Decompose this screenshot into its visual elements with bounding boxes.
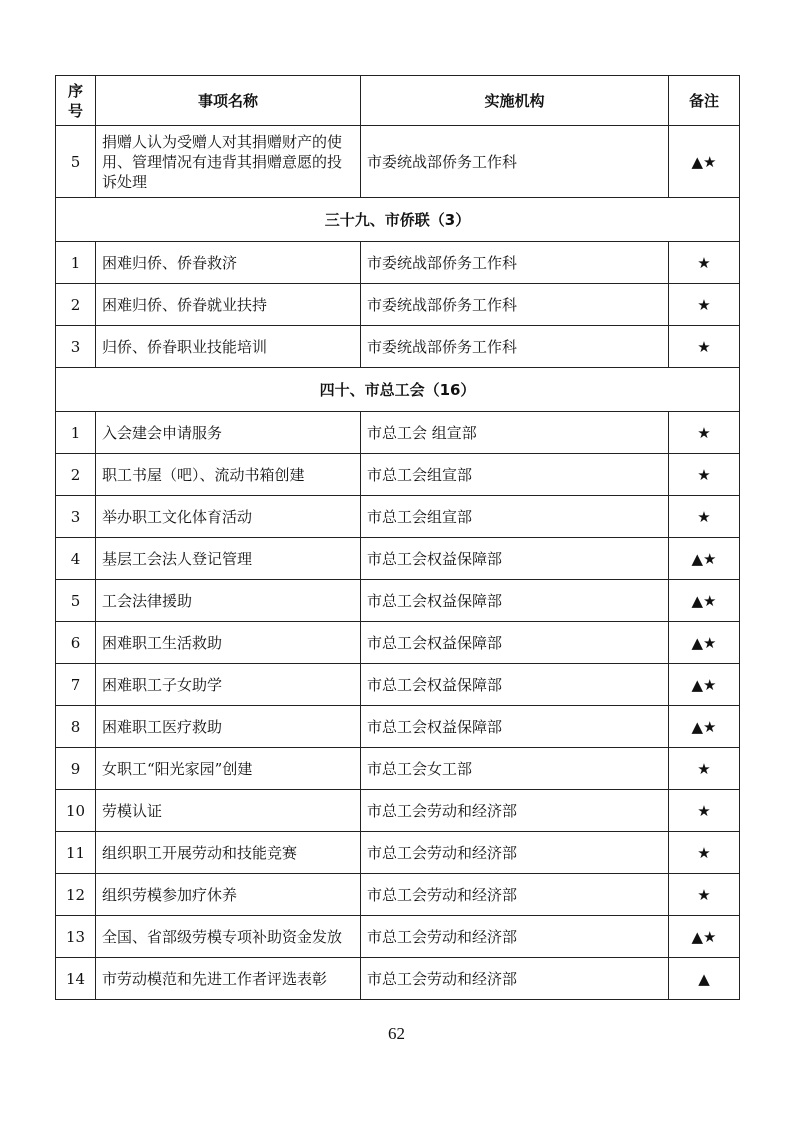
- implementing-agency: 市总工会权益保障部: [361, 706, 669, 748]
- item-name: 入会建会申请服务: [96, 412, 361, 454]
- implementing-agency: 市总工会女工部: [361, 748, 669, 790]
- row-number: 7: [56, 664, 96, 706]
- table-row: [56, 284, 740, 326]
- remark-mark: ★: [669, 454, 740, 496]
- implementing-agency: 市总工会权益保障部: [361, 622, 669, 664]
- implementing-agency: 市总工会权益保障部: [361, 538, 669, 580]
- implementing-agency: 市委统战部侨务工作科: [361, 242, 669, 284]
- remark-mark: ★: [669, 284, 740, 326]
- table-row: [56, 790, 740, 832]
- item-name: 工会法律援助: [96, 580, 361, 622]
- section-header-row: [56, 198, 740, 242]
- remark-mark: ▲★: [669, 622, 740, 664]
- item-name: 职工书屋（吧）、流动书箱创建: [96, 454, 361, 496]
- remark-mark: ▲★: [669, 664, 740, 706]
- table-row: [56, 496, 740, 538]
- row-number: 2: [56, 454, 96, 496]
- row-number: 1: [56, 412, 96, 454]
- table-row: [56, 454, 740, 496]
- remark-mark: ▲★: [669, 580, 740, 622]
- remark-mark: ★: [669, 748, 740, 790]
- header-remark: 备注: [669, 76, 740, 126]
- remark-mark: ★: [669, 496, 740, 538]
- section-header-row: [56, 368, 740, 412]
- table-row: [56, 580, 740, 622]
- remark-mark: ★: [669, 242, 740, 284]
- remark-mark: ▲★: [669, 706, 740, 748]
- item-name: 组织劳模参加疗休养: [96, 874, 361, 916]
- implementing-agency: 市总工会劳动和经济部: [361, 916, 669, 958]
- implementing-agency: 市总工会劳动和经济部: [361, 958, 669, 1000]
- implementing-agency: 市总工会劳动和经济部: [361, 874, 669, 916]
- implementing-agency: 市总工会权益保障部: [361, 664, 669, 706]
- row-number: 3: [56, 326, 96, 368]
- row-number: 10: [56, 790, 96, 832]
- row-number: 2: [56, 284, 96, 326]
- remark-mark: ▲★: [669, 126, 740, 198]
- row-number: 14: [56, 958, 96, 1000]
- remark-mark: ▲★: [669, 538, 740, 580]
- remark-mark: ★: [669, 832, 740, 874]
- row-number: 1: [56, 242, 96, 284]
- implementing-agency: 市总工会组宣部: [361, 454, 669, 496]
- implementing-agency: 市委统战部侨务工作科: [361, 126, 669, 198]
- item-name: 捐赠人认为受赠人对其捐赠财产的使用、管理情况有违背其捐赠意愿的投诉处理: [96, 126, 361, 198]
- item-name: 归侨、侨眷职业技能培训: [96, 326, 361, 368]
- implementing-agency: 市委统战部侨务工作科: [361, 284, 669, 326]
- row-number: 13: [56, 916, 96, 958]
- item-name: 基层工会法人登记管理: [96, 538, 361, 580]
- header-seq-text: 序号: [67, 81, 83, 120]
- item-name: 困难归侨、侨眷就业扶持: [96, 284, 361, 326]
- table-body: [56, 126, 740, 1000]
- table-row: [56, 242, 740, 284]
- table-header-row: [56, 76, 740, 126]
- remark-mark: ▲★: [669, 916, 740, 958]
- item-name: 举办职工文化体育活动: [96, 496, 361, 538]
- table-row: [56, 126, 740, 198]
- item-name: 困难职工医疗救助: [96, 706, 361, 748]
- implementing-agency: 市总工会 组宣部: [361, 412, 669, 454]
- table-row: [56, 538, 740, 580]
- table-row: [56, 664, 740, 706]
- table-row: [56, 706, 740, 748]
- remark-mark: ★: [669, 790, 740, 832]
- header-name: 事项名称: [96, 76, 361, 126]
- remark-mark: ★: [669, 874, 740, 916]
- table-row: [56, 326, 740, 368]
- implementing-agency: 市总工会组宣部: [361, 496, 669, 538]
- table-row: [56, 412, 740, 454]
- header-seq: [56, 76, 96, 126]
- row-number: 5: [56, 126, 96, 198]
- item-name: 市劳动模范和先进工作者评选表彰: [96, 958, 361, 1000]
- header-agency: 实施机构: [361, 76, 669, 126]
- row-number: 11: [56, 832, 96, 874]
- row-number: 6: [56, 622, 96, 664]
- item-name: 劳模认证: [96, 790, 361, 832]
- implementing-agency: 市委统战部侨务工作科: [361, 326, 669, 368]
- table-row: [56, 958, 740, 1000]
- row-number: 3: [56, 496, 96, 538]
- table-row: [56, 748, 740, 790]
- remark-mark: ▲: [669, 958, 740, 1000]
- remark-mark: ★: [669, 326, 740, 368]
- row-number: 9: [56, 748, 96, 790]
- remark-mark: ★: [669, 412, 740, 454]
- item-name: 困难职工子女助学: [96, 664, 361, 706]
- implementing-agency: 市总工会权益保障部: [361, 580, 669, 622]
- table-row: [56, 874, 740, 916]
- section-title: 四十、市总工会（16）: [56, 368, 740, 412]
- row-number: 5: [56, 580, 96, 622]
- item-name: 困难归侨、侨眷救济: [96, 242, 361, 284]
- row-number: 8: [56, 706, 96, 748]
- section-title: 三十九、市侨联（3）: [56, 198, 740, 242]
- item-name: 全国、省部级劳模专项补助资金发放: [96, 916, 361, 958]
- item-name: 困难职工生活救助: [96, 622, 361, 664]
- table-row: [56, 622, 740, 664]
- implementing-agency: 市总工会劳动和经济部: [361, 790, 669, 832]
- row-number: 4: [56, 538, 96, 580]
- table-row: [56, 916, 740, 958]
- row-number: 12: [56, 874, 96, 916]
- item-name: 组织职工开展劳动和技能竞赛: [96, 832, 361, 874]
- page-number: 62: [388, 1024, 405, 1043]
- table-row: [56, 832, 740, 874]
- service-items-table: [55, 75, 740, 1000]
- implementing-agency: 市总工会劳动和经济部: [361, 832, 669, 874]
- item-name: 女职工“阳光家园”创建: [96, 748, 361, 790]
